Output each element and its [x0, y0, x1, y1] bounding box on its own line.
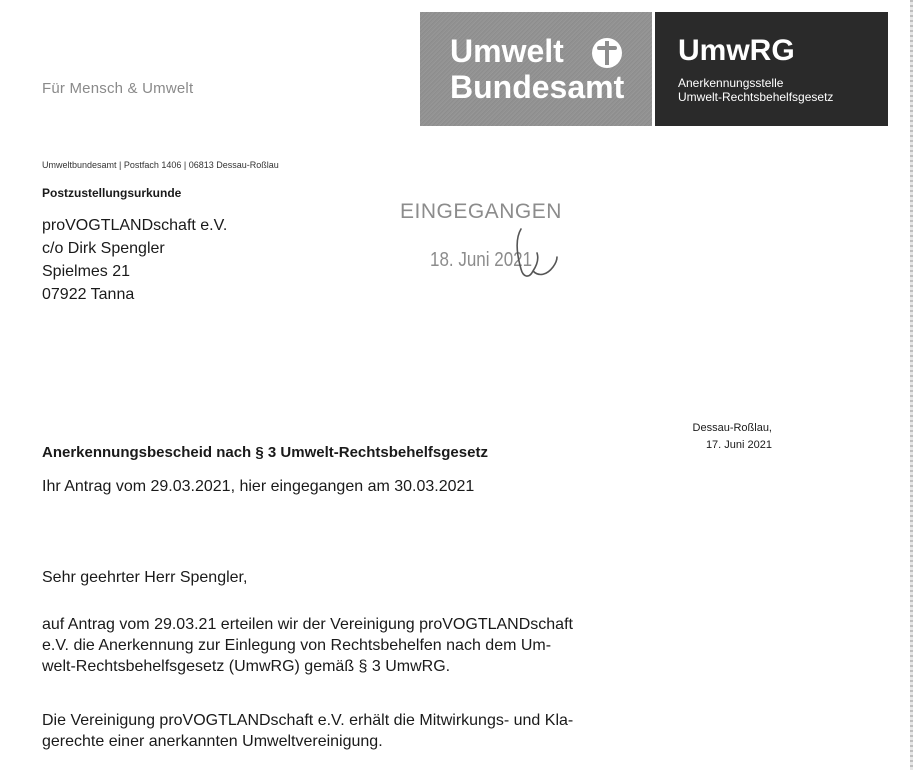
umwrg-logo — [655, 12, 888, 126]
text-line: gerechte einer anerkannten Umweltvereinigung. — [42, 733, 383, 750]
body-paragraph-2 — [42, 710, 642, 752]
body-paragraph-1 — [42, 614, 642, 677]
subject-line: Anerkennungsbescheid nach § 3 Umwelt-Rechtsbehelfsgesetz — [42, 444, 488, 461]
place-date — [662, 420, 772, 454]
reference-line: Ihr Antrag vom 29.03.2021, hier eingegangen am 30.03.2021 — [42, 478, 475, 495]
umwrg-subtitle-line2: Umwelt-Rechtsbehelfsgesetz — [678, 90, 834, 104]
logo-word-umwelt: Umwelt — [450, 33, 564, 69]
umwrg-title: UmwRG — [678, 34, 795, 67]
text-line: welt-Rechtsbehelfsgesetz (UmwRG) gemäß § 3 UmwRG. — [42, 658, 451, 675]
signature-mark — [513, 225, 563, 285]
delivery-note: Postzustellungsurkunde — [42, 186, 182, 200]
sender-line: Umweltbundesamt | Postfach 1406 | 06813 Dessau-Roßlau — [42, 160, 279, 170]
received-stamp-date: 18. Juni 2021 — [430, 248, 533, 271]
place: Dessau-Roßlau, — [692, 422, 772, 434]
tagline: Für Mensch & Umwelt — [42, 80, 194, 97]
scan-edge — [910, 0, 913, 770]
logo-word-bundesamt: Bundesamt — [450, 69, 625, 105]
address-line: proVOGTLANDschaft e.V. — [42, 217, 228, 234]
recipient-address — [42, 214, 227, 306]
uba-logo — [420, 12, 652, 126]
text-line: Die Vereinigung proVOGTLANDschaft e.V. erhält die Mitwirkungs- und Kla- — [42, 712, 574, 729]
text-line: e.V. die Anerkennung zur Einlegung von Rechtsbehelfen nach dem Um- — [42, 637, 552, 654]
letter-date: 17. Juni 2021 — [705, 439, 772, 451]
globe-icon — [592, 38, 622, 68]
umwrg-subtitle-line1: Anerkennungsstelle — [678, 76, 784, 90]
salutation: Sehr geehrter Herr Spengler, — [42, 569, 248, 586]
address-line: Spielmes 21 — [42, 263, 131, 280]
address-line: c/o Dirk Spengler — [42, 240, 165, 257]
umwrg-subtitle — [678, 76, 833, 104]
text-line: auf Antrag vom 29.03.21 erteilen wir der Vereinigung proVOGTLANDschaft — [42, 616, 573, 633]
received-stamp-label: EINGEGANGEN — [400, 200, 562, 223]
address-line: 07922 Tanna — [42, 286, 135, 303]
